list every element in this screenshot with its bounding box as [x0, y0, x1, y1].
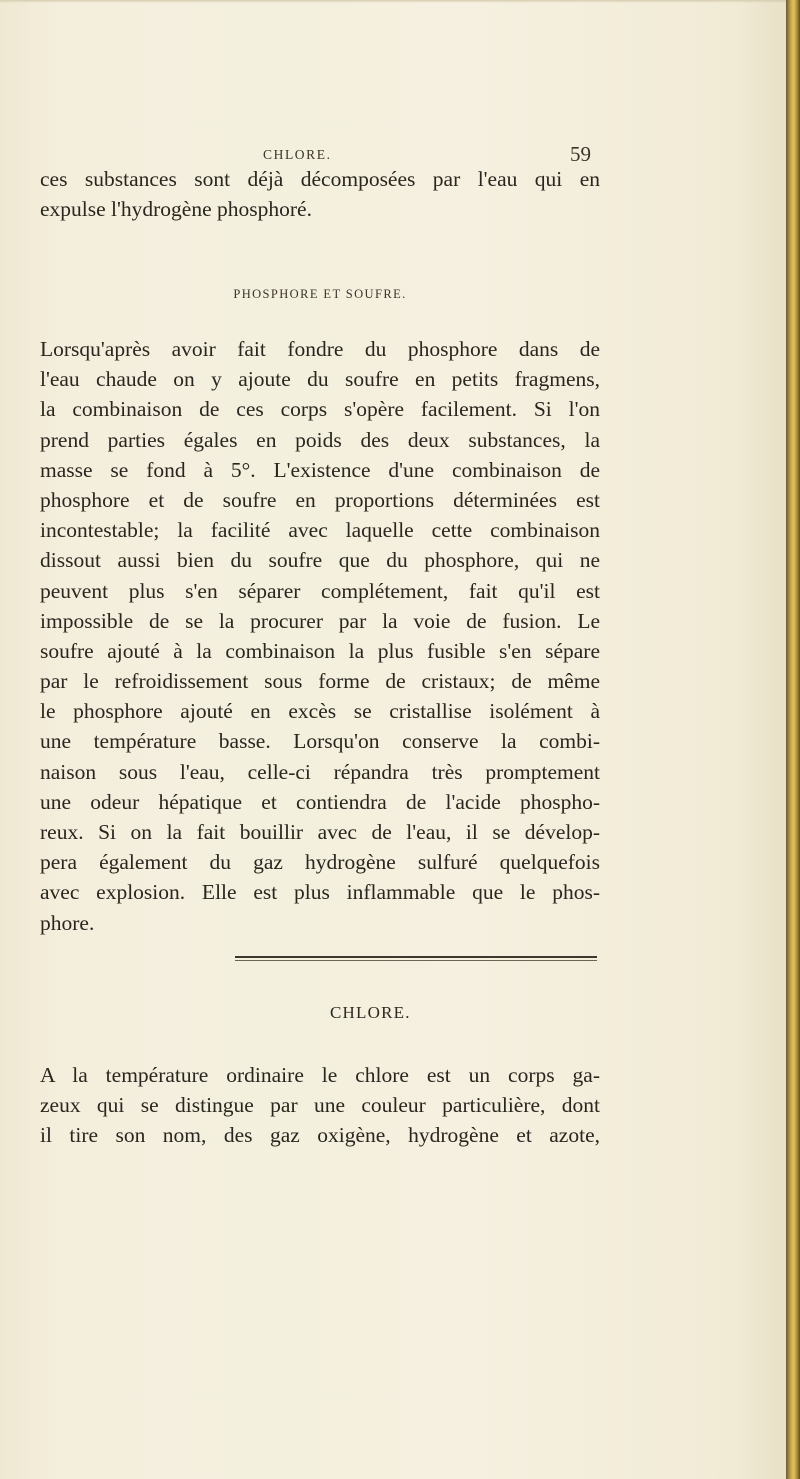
text-line: dissout aussi bien du soufre que du phosphore, qui ne: [40, 548, 600, 573]
rule-thick-line: [235, 956, 597, 958]
text-line: impossible de se la procurer par la voie de fusion. Le: [40, 608, 600, 633]
text-line: expulse l'hydrogène phosphoré.: [40, 197, 312, 222]
text-line: il tire son nom, des gaz oxigène, hydrogène et azote,: [40, 1123, 600, 1148]
text-line: phore.: [40, 910, 95, 935]
text-line: avec explosion. Elle est plus inflammable que le phos-: [40, 880, 600, 905]
section-heading-chlore: CHLORE.: [330, 1003, 411, 1022]
text-line: masse se fond à 5°. L'existence d'une combinaison de: [40, 457, 600, 482]
text-line: incontestable; la facilité avec laquelle cette combinaison: [40, 518, 600, 543]
text-line: ces substances sont déjà décomposées par l'eau qui en: [40, 167, 600, 191]
text-line: une température basse. Lorsqu'on conserve la combi-: [40, 729, 600, 754]
text-line: prend parties égales en poids des deux substances, la: [40, 427, 600, 452]
text-line: la combinaison de ces corps s'opère facilement. Si l'on: [40, 397, 600, 422]
text-line: l'eau chaude on y ajoute du soufre en petits fragmens,: [40, 367, 600, 392]
running-head-title: CHLORE.: [263, 147, 332, 162]
paragraph-phosphore-soufre: [40, 334, 600, 938]
text-line: naison sous l'eau, celle-ci répandra très promptement: [40, 759, 600, 784]
text-line: une odeur hépatique et contiendra de l'acide phospho-: [40, 789, 600, 814]
page-top-edge: [0, 0, 786, 3]
section-divider-rule: [235, 956, 597, 962]
text-line: phosphore et de soufre en proportions déterminées est: [40, 487, 600, 512]
rule-thin-line: [235, 960, 597, 961]
intro-paragraph: [40, 164, 600, 224]
text-line: le phosphore ajouté en excès se cristallise isolément à: [40, 699, 600, 724]
text-line: peuvent plus s'en séparer complétement, fait qu'il est: [40, 578, 600, 603]
text-line: soufre ajouté à la combinaison la plus fusible s'en sépare: [40, 638, 600, 663]
text-line: zeux qui se distingue par une couleur particulière, dont: [40, 1093, 600, 1118]
subheading-phosphore-soufre: PHOSPHORE ET SOUFRE.: [233, 287, 407, 301]
text-line: A la température ordinaire le chlore est un corps ga-: [40, 1063, 600, 1087]
text-line: pera également du gaz hydrogène sulfuré quelquefois: [40, 850, 600, 875]
page-number: 59: [570, 142, 591, 166]
text-line: Lorsqu'après avoir fait fondre du phosphore dans de: [40, 337, 600, 361]
paragraph-chlore: [40, 1060, 600, 1151]
text-line: reux. Si on la fait bouillir avec de l'eau, il se dévelop-: [40, 820, 600, 844]
text-line: par le refroidissement sous forme de cristaux; de même: [40, 669, 600, 694]
gilt-page-edge: [786, 0, 800, 1479]
